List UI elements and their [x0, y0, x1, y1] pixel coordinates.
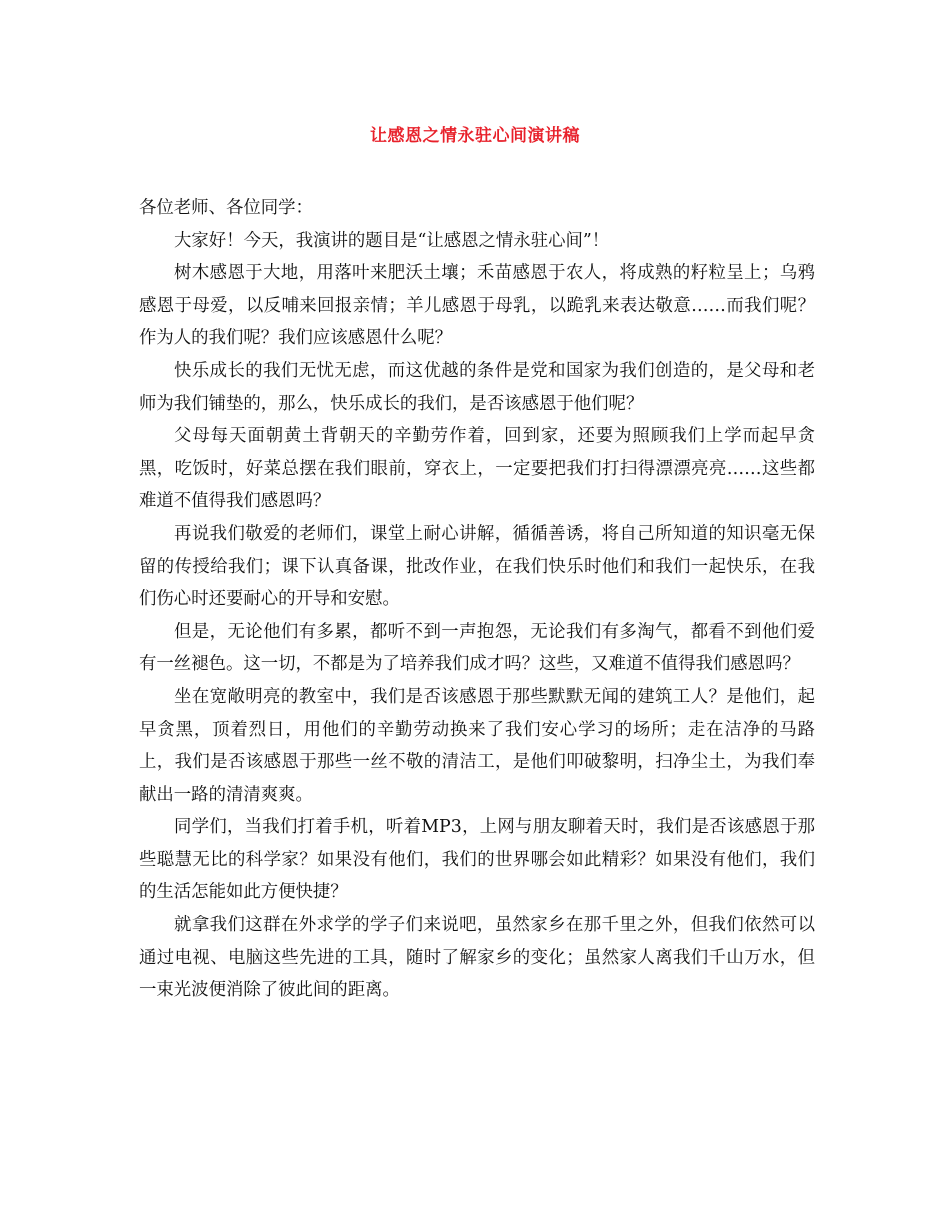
paragraph-9: 就拿我们这群在外求学的学子们来说吧，虽然家乡在那千里之外，但我们依然可以通过电视、电脑这些先进的工具，随时了解家乡的变化；虽然家人离我们千山万水，但一束光波便消除了彼此间的距离。	[139, 915, 815, 1001]
paragraph-1: 大家好！今天，我演讲的题目是“让感恩之情永驻心间”！	[174, 230, 610, 251]
document-title: 让感恩之情永驻心间演讲稿	[370, 126, 580, 146]
paragraph-6: 但是，无论他们有多累，都听不到一声抱怨，无论我们有多淘气，都看不到他们爱有一丝褪色。这一切，不都是为了培养我们成才吗？这些，又难道不值得我们感恩吗？	[139, 621, 815, 675]
paragraph-4: 父母每天面朝黄土背朝天的辛勤劳作着，回到家，还要为照顾我们上学而起早贪黑，吃饭时，好菜总摆在我们眼前，穿衣上，一定要把我们打扫得漂漂亮亮……这些都难道不值得我们感恩吗？	[139, 426, 815, 512]
salutation: 各位老师、各位同学：	[139, 198, 313, 218]
paragraph-5: 再说我们敬爱的老师们，课堂上耐心讲解，循循善诱，将自己所知道的知识毫无保留的传授给我们；课下认真备课，批改作业，在我们快乐时他们和我们一起快乐，在我们伤心时还要耐心的开导和安慰。	[139, 523, 815, 610]
paragraph-3: 快乐成长的我们无忧无虑，而这优越的条件是党和国家为我们创造的，是父母和老师为我们铺垫的，那么，快乐成长的我们，是否该感恩于他们呢？	[139, 360, 815, 414]
paragraph-2: 树木感恩于大地，用落叶来肥沃土壤；禾苗感恩于农人，将成熟的籽粒呈上；乌鸦感恩于母爱，以反哺来回报亲情；羊儿感恩于母乳，以跪乳来表达敬意……而我们呢？作为人的我们呢？我们应该感恩什么呢？	[139, 263, 815, 349]
paragraph-8: 同学们，当我们打着手机，听着MP3，上网与朋友聊着天时，我们是否该感恩于那些聪慧无比的科学家？如果没有他们，我们的世界哪会如此精彩？如果没有他们，我们的生活怎能如此方便快捷？	[139, 817, 815, 903]
paragraph-7: 坐在宽敞明亮的教室中，我们是否该感恩于那些默默无闻的建筑工人？是他们，起早贪黑，顶着烈日，用他们的辛勤劳动换来了我们安心学习的场所；走在洁净的马路上，我们是否该感恩于那些一丝不敬的清洁工，是他们叩破黎明，扫净尘土，为我们奉献出一路的清清爽爽。	[139, 686, 815, 805]
document-body	[139, 192, 815, 1007]
